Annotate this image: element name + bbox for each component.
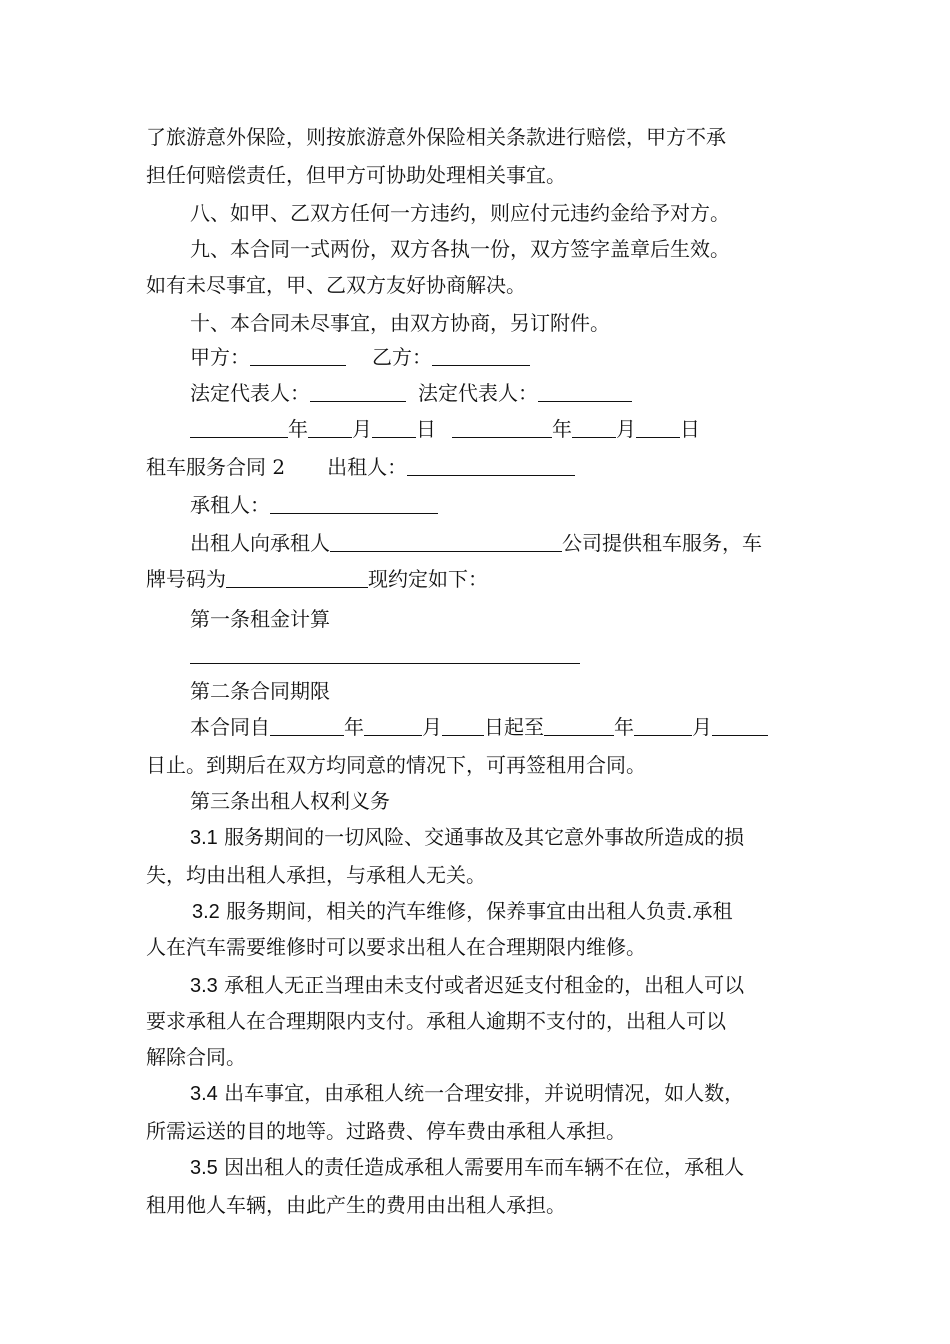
intro-text: 公司提供租车服务，车 (562, 531, 762, 555)
clause-number: 3.2 (192, 901, 220, 923)
day-label: 日 (416, 417, 436, 441)
year-label: 年 (552, 417, 572, 441)
rep-b-label: 法定代表人： (418, 381, 538, 405)
clause-number: 3.1 (190, 827, 218, 849)
end-day-blank[interactable] (712, 715, 768, 736)
clause-text: 因出租人的责任造成承租人需要用车而车辆不在位，承租人 (224, 1155, 745, 1179)
day-label: 日 (680, 417, 700, 441)
term-text: 日起至 (484, 715, 544, 739)
clause-10: 十、本合同未尽事宜，由双方协商，另订附件。 (190, 311, 610, 335)
representative-row (190, 380, 808, 406)
paragraph-line: 租用他人车辆，由此产生的费用由出租人承担。 (146, 1193, 566, 1217)
intro-row (190, 530, 808, 556)
month-label: 月 (422, 715, 442, 739)
day-blank[interactable] (372, 417, 416, 438)
end-year-blank[interactable] (544, 715, 614, 736)
lessor-label: 出租人： (327, 455, 408, 479)
lessee-label: 承租人： (190, 493, 270, 517)
paragraph-line: 所需运送的目的地等。过路费、停车费由承租人承担。 (146, 1119, 626, 1143)
party-signature-row (190, 344, 808, 370)
term-row (190, 714, 808, 740)
intro-text: 出租人向承租人 (190, 531, 330, 555)
contract2-title-row (146, 454, 808, 480)
paragraph-line: 失，均由出租人承担，与承租人无关。 (146, 863, 486, 887)
plate-row (146, 566, 808, 592)
party-a-blank[interactable] (250, 345, 346, 366)
rent-calc-row (190, 642, 808, 668)
company-blank[interactable] (330, 531, 562, 552)
party-a-label: 甲方： (190, 345, 250, 369)
article-2-heading: 第二条合同期限 (190, 679, 330, 703)
paragraph-line: 如有未尽事宜，甲、乙双方友好协商解决。 (146, 273, 526, 297)
paragraph-line: 要求承租人在合理期限内支付。承租人逾期不支付的，出租人可以 (146, 1009, 726, 1033)
paragraph-line: 人在汽车需要维修时可以要求出租人在合理期限内维修。 (146, 935, 646, 959)
clause-number: 3.4 (190, 1083, 218, 1105)
month-blank[interactable] (308, 417, 352, 438)
clause-3-5 (190, 1154, 808, 1181)
paragraph-line: 解除合同。 (146, 1045, 246, 1069)
clause-9: 九、本合同一式两份，双方各执一份，双方签字盖章后生效。 (190, 237, 730, 261)
rent-calculation-blank[interactable] (190, 643, 580, 664)
day-blank[interactable] (636, 417, 680, 438)
rep-b-blank[interactable] (538, 381, 632, 402)
year-blank[interactable] (190, 417, 288, 438)
contract2-title: 租车服务合同 2 (146, 455, 286, 479)
term-end-line: 日止。到期后在双方均同意的情况下，可再签租用合同。 (146, 753, 646, 777)
month-label: 月 (692, 715, 712, 739)
clause-number: 3.3 (190, 975, 218, 997)
year-label: 年 (288, 417, 308, 441)
clause-3-3 (190, 972, 808, 999)
clause-text: 出车事宜，由承租人统一合理安排，并说明情况，如人数， (224, 1081, 745, 1105)
rep-a-blank[interactable] (310, 381, 406, 402)
year-label: 年 (344, 715, 364, 739)
start-month-blank[interactable] (364, 715, 422, 736)
party-b-label: 乙方： (372, 345, 432, 369)
month-label: 月 (352, 417, 372, 441)
lessee-blank[interactable] (270, 493, 438, 514)
clause-text: 服务期间，相关的汽车维修，保养事宜由出租人负责.承租 (226, 899, 733, 923)
clause-text: 承租人无正当理由未支付或者迟延支付租金的，出租人可以 (224, 973, 745, 997)
lessee-row (190, 492, 808, 518)
clause-3-2 (192, 898, 810, 925)
rep-a-label: 法定代表人： (190, 381, 310, 405)
plate-label: 牌号码为 (146, 567, 226, 591)
start-day-blank[interactable] (442, 715, 484, 736)
intro-text: 现约定如下： (368, 567, 488, 591)
month-label: 月 (616, 417, 636, 441)
paragraph-line: 担任何赔偿责任，但甲方可协助处理相关事宜。 (146, 163, 566, 187)
term-text: 本合同自 (190, 715, 270, 739)
plate-number-blank[interactable] (226, 567, 368, 588)
clause-number: 3.5 (190, 1157, 218, 1179)
clause-text: 服务期间的一切风险、交通事故及其它意外事故所造成的损 (224, 825, 745, 849)
lessor-blank[interactable] (407, 455, 575, 476)
month-blank[interactable] (572, 417, 616, 438)
year-blank[interactable] (452, 417, 552, 438)
article-3-heading: 第三条出租人权利义务 (190, 789, 390, 813)
clause-8: 八、如甲、乙双方任何一方违约，则应付元违约金给予对方。 (190, 201, 730, 225)
clause-3-1 (190, 824, 808, 851)
clause-3-4 (190, 1080, 808, 1107)
date-row (190, 416, 808, 442)
article-1-heading: 第一条租金计算 (190, 607, 330, 631)
paragraph-line: 了旅游意外保险，则按旅游意外保险相关条款进行赔偿，甲方不承 (146, 125, 726, 149)
year-label: 年 (614, 715, 634, 739)
party-b-blank[interactable] (432, 345, 530, 366)
start-year-blank[interactable] (270, 715, 344, 736)
end-month-blank[interactable] (634, 715, 692, 736)
